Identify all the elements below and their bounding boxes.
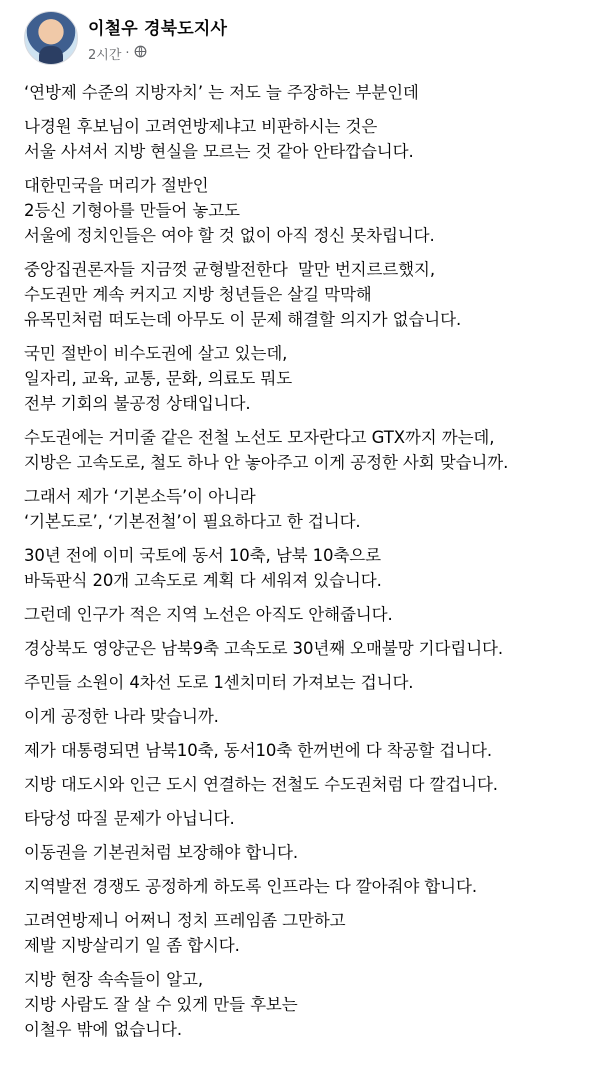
post-paragraph: 국민 절반이 비수도권에 살고 있는데, 일자리, 교육, 교통, 문화, 의료도 뭐도 전부 기회의 불공정 상태입니다. xyxy=(24,344,293,413)
post-paragraph: 경상북도 영양군은 남북9축 고속도로 30년째 오매불망 기다립니다. xyxy=(24,639,504,658)
post-subline xyxy=(88,44,227,63)
post-paragraph: 나경원 후보님이 고려연방제냐고 비판하시는 것은 서울 사셔서 지방 현실을 모르는 것 같아 안타깝습니다. xyxy=(24,117,414,161)
post-paragraph: 지방 현장 속속들이 알고, 지방 사람도 잘 살 수 있게 만들 후보는 이철우 밖에 없습니다. xyxy=(24,970,298,1039)
post-paragraph: 수도권에는 거미줄 같은 전철 노선도 모자란다고 GTX까지 까는데, 지방은 고속도로, 철도 하나 안 놓아주고 이게 공정한 사회 맞습니까. xyxy=(24,428,509,472)
post-paragraph: 제가 대통령되면 남북10축, 동서10축 한꺼번에 다 착공할 겁니다. xyxy=(24,741,493,760)
post-paragraph: 대한민국을 머리가 절반인 2등신 기형아를 만들어 놓고도 서울에 정치인들은 여야 할 것 없이 아직 정신 못차립니다. xyxy=(24,176,435,245)
post-meta xyxy=(88,14,227,63)
post-paragraph: 고려연방제니 어쩌니 정치 프레임좀 그만하고 제발 지방살리기 일 좀 합시다. xyxy=(24,911,346,955)
post-body xyxy=(24,72,605,1042)
post-paragraph: 주민들 소원이 4차선 도로 1센치미터 가져보는 겁니다. xyxy=(24,673,414,692)
separator-dot: · xyxy=(125,45,130,61)
post-header xyxy=(24,0,605,72)
post-paragraph: 이동권을 기본권처럼 보장해야 합니다. xyxy=(24,843,299,862)
post-paragraph: 30년 전에 이미 국토에 동서 10축, 남북 10축으로 바둑판식 20개 고속도로 계획 다 세워져 있습니다. xyxy=(24,546,382,590)
author-name[interactable]: 이철우 경북도지사 xyxy=(88,18,228,39)
post-timestamp[interactable]: 2시간 xyxy=(88,47,122,63)
post-paragraph: 타당성 따질 문제가 아닙니다. xyxy=(24,809,235,828)
globe-icon[interactable] xyxy=(134,45,147,62)
post-paragraph: 중앙집권론자들 지금껏 균형발전한다 말만 번지르르했지, 수도권만 계속 커지고 지방 청년들은 살길 막막해 유목민처럼 떠도는데 아무도 이 문제 해결할 의지가 없습니다. xyxy=(24,260,462,329)
post-paragraph: ‘연방제 수준의 지방자치’ 는 저도 늘 주장하는 부분인데 xyxy=(24,83,419,102)
post-paragraph: 지역발전 경쟁도 공정하게 하도록 인프라는 다 깔아줘야 합니다. xyxy=(24,877,477,896)
post-paragraph: 그런데 인구가 적은 지역 노선은 아직도 안해줍니다. xyxy=(24,605,393,624)
post-paragraph: 지방 대도시와 인근 도시 연결하는 전철도 수도권처럼 다 깔겁니다. xyxy=(24,775,498,794)
post-paragraph: 그래서 제가 ‘기본소득’이 아니라 ‘기본도로’, ‘기본전철’이 필요하다고 한 겁니다. xyxy=(24,487,361,531)
post-paragraph: 이게 공정한 나라 맞습니까. xyxy=(24,707,219,726)
author-avatar[interactable] xyxy=(24,11,78,65)
